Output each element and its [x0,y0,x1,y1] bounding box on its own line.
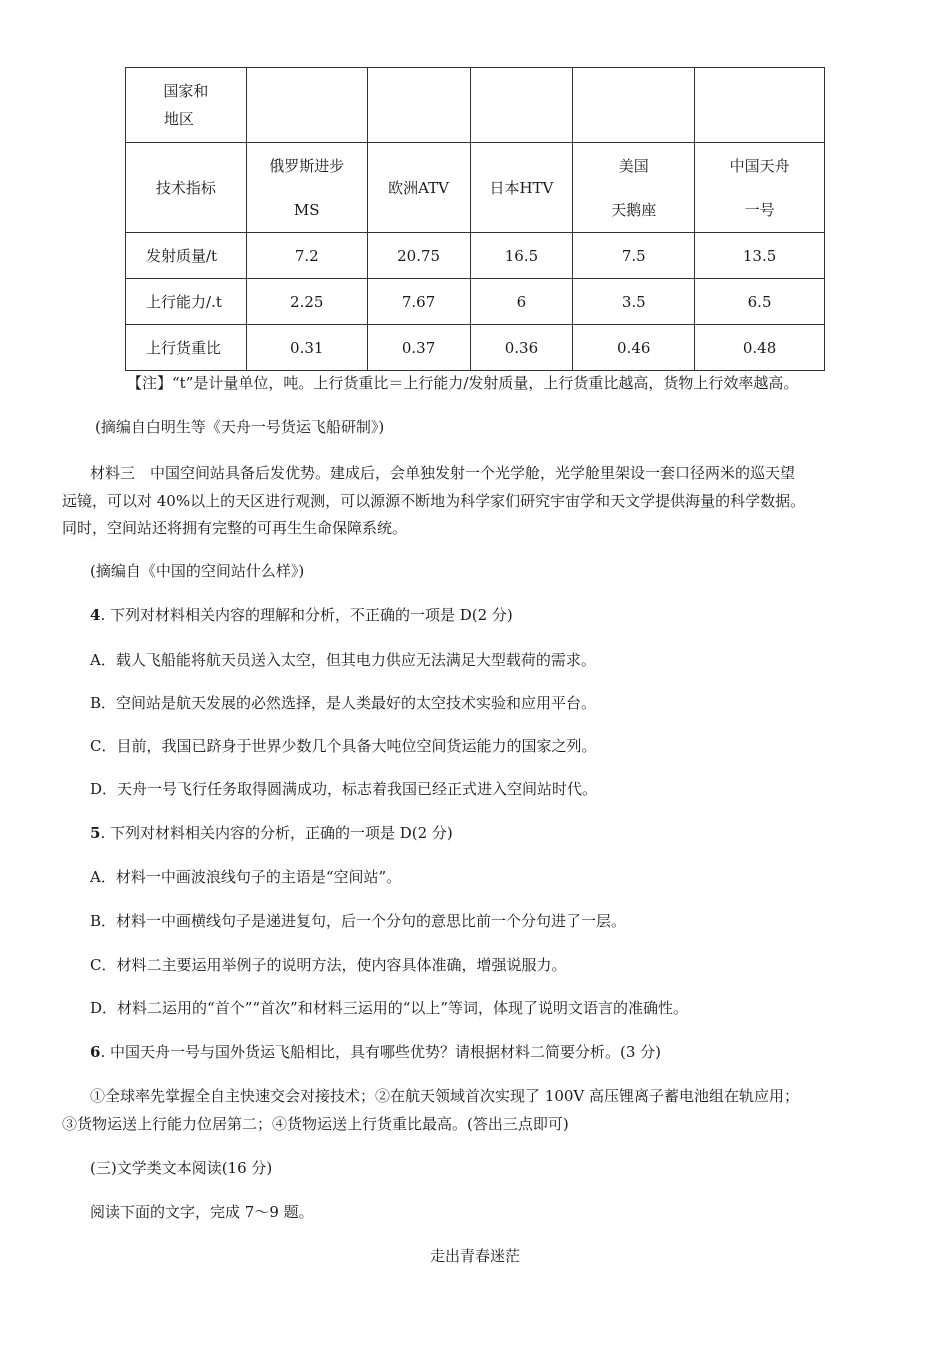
q5-option-b: B．材料一中画横线句子是递进复句，后一个分句的意思比前一个分句进了一层。 [90,912,627,930]
table-cell: 0.46 [573,325,695,371]
corner-header-bottom: 地区 [163,110,194,128]
story-title: 走出青春迷茫 [429,1247,520,1265]
header-japan: 日本HTV [470,143,573,233]
header-china-line2: 一号 [744,200,775,219]
header-russia-line1: 俄罗斯进步 [269,156,345,175]
source-citation-1: (摘编自白明生等《天舟一号货运飞船研制》) [95,418,385,436]
empty-cell [470,68,573,143]
header-china-line1: 中国天舟 [729,156,790,175]
header-russia [246,143,367,233]
row-label-launch-mass: 发射质量/t [126,233,247,279]
empty-cell [573,68,695,143]
question-5-stem [90,822,453,843]
table-cell: 0.37 [367,325,470,371]
header-russia-line2: MS [293,200,320,219]
table-cell: 6.5 [695,279,825,325]
table-cell: 6 [470,279,573,325]
source-citation-2: (摘编自《中国的空间站什么样》) [90,562,305,580]
q4-option-a: A．载人飞船能将航天员送入太空，但其电力供应无法满足大型载荷的需求。 [90,651,596,669]
spacecraft-comparison-table [125,67,825,371]
q5-option-a: A．材料一中画波浪线句子的主语是“空间站”。 [90,868,402,886]
question-text: . 下列对材料相关内容的理解和分析，不正确的一项是 D(2 分) [100,606,513,624]
q6-answer-line2: ③货物运送上行能力位居第二；④货物运送上行货重比最高。(答出三点即可) [62,1115,569,1133]
reading-instruction: 阅读下面的文字，完成 7～9 题。 [90,1203,314,1221]
q4-option-d: D．天舟一号飞行任务取得圆满成功，标志着我国已经正式进入空间站时代。 [90,780,598,798]
material3-line2: 远镜，可以对 40%以上的天区进行观测，可以源源不断地为科学家们研究宇宙学和天文学提供海量的科学数据。 [62,492,806,510]
header-usa [573,143,695,233]
q4-option-b: B．空间站是航天发展的必然选择，是人类最好的太空技术实验和应用平台。 [90,694,597,712]
material3-line1: 材料三 中国空间站具备后发优势。建成后，会单独发射一个光学舱，光学舱里架设一套口径两米的巡天望 [90,464,796,482]
q6-answer-line1: ①全球率先掌握全自主快速交会对接技术；②在航天领域首次实现了 100V 高压锂离子蓄电池组在轨应用； [90,1087,800,1105]
question-text: . 中国天舟一号与国外货运飞船相比，具有哪些优势？请根据材料二简要分析。(3 分) [100,1043,661,1061]
table-cell: 0.36 [470,325,573,371]
corner-header-top: 国家和 [163,82,209,100]
material3-line3: 同时，空间站还将拥有完整的可再生生命保障系统。 [62,519,408,537]
tech-index-header: 技术指标 [126,143,247,233]
empty-cell [695,68,825,143]
table-cell: 7.5 [573,233,695,279]
corner-header-cell [126,68,247,143]
table-cell: 20.75 [367,233,470,279]
question-4-stem [90,604,513,625]
header-usa-line1: 美国 [618,156,649,175]
table-cell: 0.48 [695,325,825,371]
table-cell: 0.31 [246,325,367,371]
header-usa-line2: 天鹅座 [611,200,657,219]
row-label-upload-capacity: 上行能力/.t [126,279,247,325]
question-text: . 下列对材料相关内容的分析，正确的一项是 D(2 分) [100,824,453,842]
table-cell: 7.67 [367,279,470,325]
question-number: 4 [90,606,101,624]
table-cell: 2.25 [246,279,367,325]
header-europe: 欧洲ATV [367,143,470,233]
table-cell: 7.2 [246,233,367,279]
empty-cell [246,68,367,143]
table-note: 【注】“t”是计量单位，吨。上行货重比＝上行能力/发射质量，上行货重比越高，货物上行效率越高。 [127,374,799,392]
q5-option-d: D．材料二运用的“首个”“首次”和材料三运用的“以上”等词，体现了说明文语言的准确性。 [90,999,689,1017]
row-label-cargo-ratio: 上行货重比 [126,325,247,371]
empty-cell [367,68,470,143]
question-number: 6 [90,1043,101,1061]
header-china [695,143,825,233]
question-6-stem [90,1041,661,1062]
table-cell: 3.5 [573,279,695,325]
q5-option-c: C．材料二主要运用举例子的说明方法，使内容具体准确，增强说服力。 [90,956,567,974]
q4-option-c: C．目前，我国已跻身于世界少数几个具备大吨位空间货运能力的国家之列。 [90,737,597,755]
table-cell: 13.5 [695,233,825,279]
section-heading: (三)文学类文本阅读(16 分) [90,1159,273,1177]
table-cell: 16.5 [470,233,573,279]
question-number: 5 [90,824,101,842]
